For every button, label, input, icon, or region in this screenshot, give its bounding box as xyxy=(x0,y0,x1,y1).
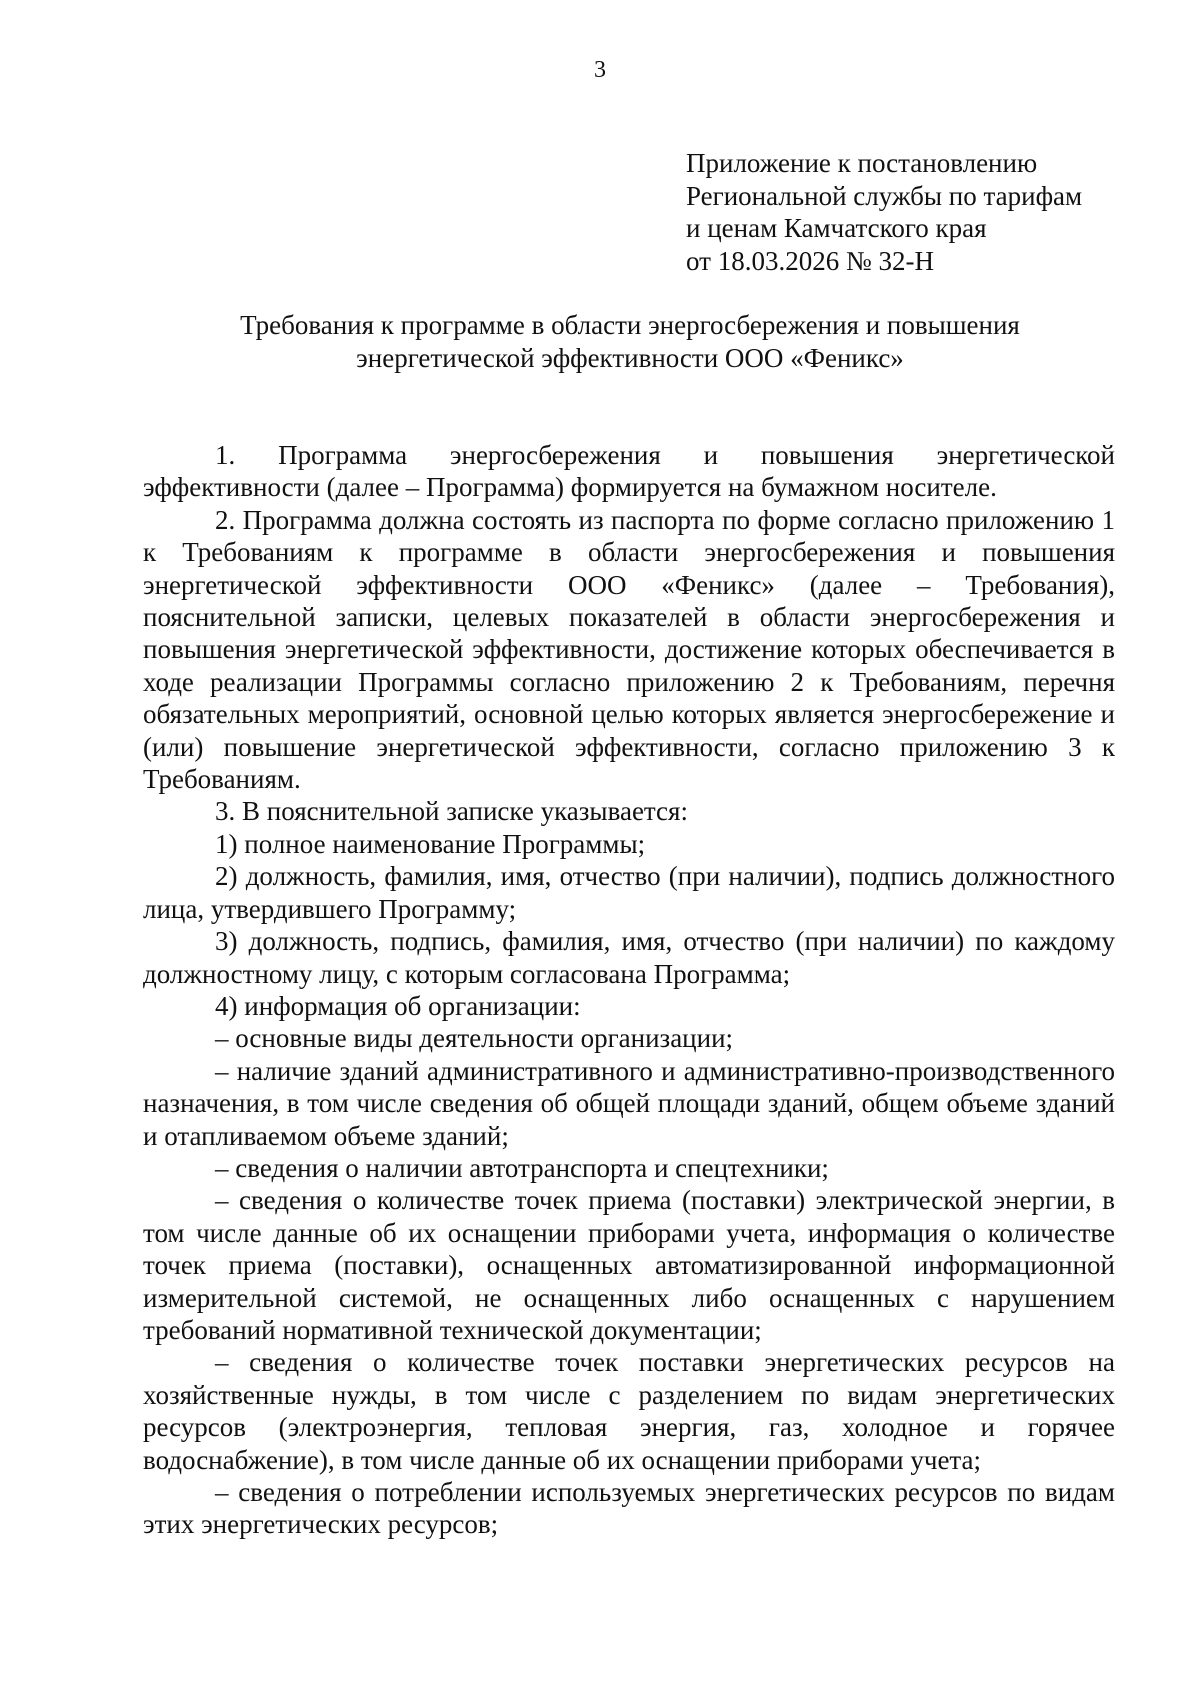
document-title xyxy=(140,309,1120,375)
appendix-line: и ценам Камчатского края xyxy=(686,213,987,243)
title-line: Требования к программе в области энергосбережения и повышения xyxy=(240,310,1020,340)
appendix-line: Приложение к постановлению xyxy=(686,148,1038,178)
page-number: 3 xyxy=(594,57,606,83)
list-item-1: 1) полное наименование Программы; xyxy=(215,828,646,859)
dash-item-buildings: – наличие зданий административного и административно-производственного назначения, в том числе сведения об общей площади зданий, общем объеме зданий и отапливаемом объеме зданий; xyxy=(143,1055,1115,1151)
paragraph-3: 3. В пояснительной записке указывается: xyxy=(215,796,688,827)
appendix-line: от 18.03.2026 № 32-Н xyxy=(686,245,934,276)
title-line: энергетической эффективности ООО «Феникс» xyxy=(356,343,904,373)
document-body xyxy=(143,439,1115,1541)
list-item-4: 4) информация об организации: xyxy=(215,990,581,1021)
appendix-line: Региональной службы по тарифам xyxy=(686,180,1083,211)
dash-item-vehicles: – сведения о наличии автотранспорта и спецтехники; xyxy=(215,1152,829,1183)
list-item-2: 2) должность, фамилия, имя, отчество (при наличии), подпись должностного лица, утвердившего Программу; xyxy=(143,861,1115,924)
appendix-reference xyxy=(686,147,1166,277)
paragraph-1: 1. Программа энергосбережения и повышения энергетической эффективности (далее – Программа) формируется на бумажном носителе. xyxy=(143,440,1115,503)
dash-item-resource-points: – сведения о количестве точек поставки энергетических ресурсов на хозяйственные нужды, в том числе с разделением по видам энергетических ресурсов (электроэнергия, тепловая энергия, газ, холодное и горячее водоснабжение), в том числе данные об их оснащении приборами учета; xyxy=(143,1347,1115,1475)
paragraph-2: 2. Программа должна состоять из паспорта по форме согласно приложению 1 к Требованиям к программе в области энергосбережения и повышения энергетической эффективности ООО «Феникс» (далее – Требования), пояснительной записки, целевых показателей в области энергосбережения и повышения энергетической эффективности, достижение которых обеспечивается в ходе реализации Программы согласно приложению 2 к Требованиям, перечня обязательных мероприятий, основной целью которых является энергосбережение и (или) повышение энергетической эффективности, согласно приложению 3 к Требованиям. xyxy=(143,504,1115,795)
dash-item-activities: – основные виды деятельности организации; xyxy=(215,1023,734,1054)
dash-item-consumption: – сведения о потреблении используемых энергетических ресурсов по видам этих энергетических ресурсов; xyxy=(143,1477,1115,1540)
dash-item-electricity-points: – сведения о количестве точек приема (поставки) электрической энергии, в том числе данные об их оснащении приборами учета, информация о количестве точек приема (поставки), оснащенных автоматизированной информационной измерительной системой, не оснащенных либо оснащенных с нарушением требований нормативной технической документации; xyxy=(143,1185,1115,1345)
list-item-3: 3) должность, подпись, фамилия, имя, отчество (при наличии) по каждому должностному лицу, с которым согласована Программа; xyxy=(143,926,1115,989)
